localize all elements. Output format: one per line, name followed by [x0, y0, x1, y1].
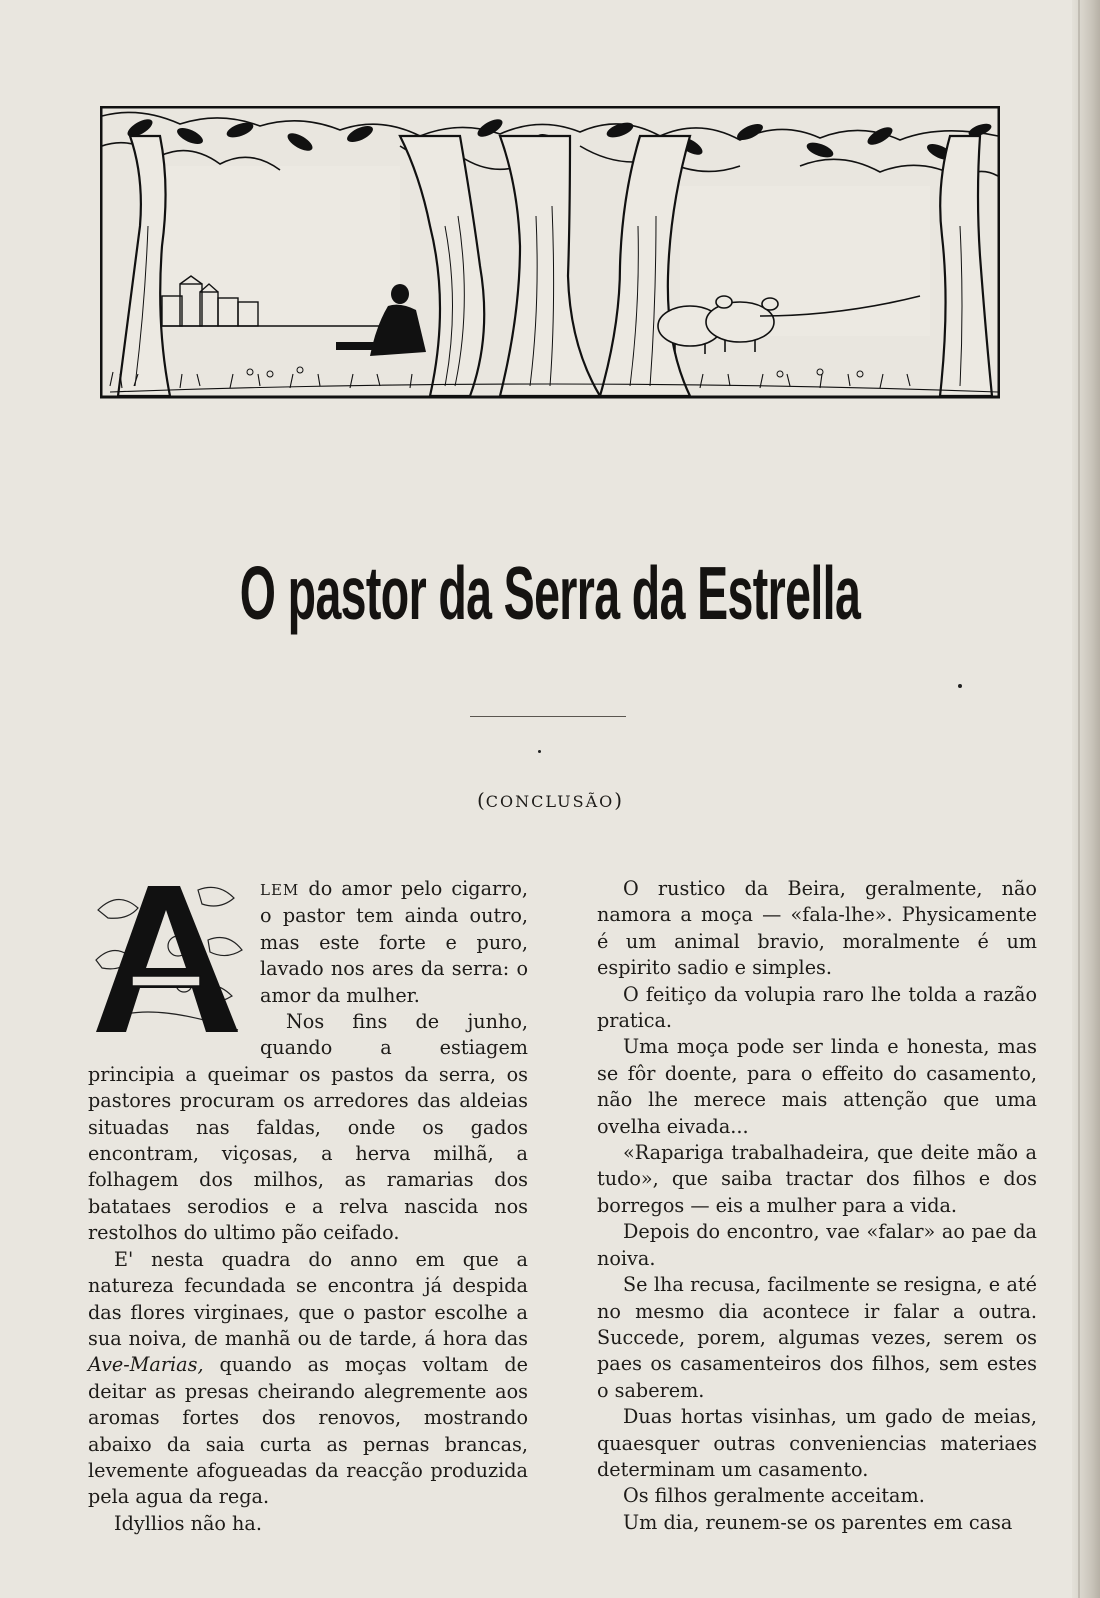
ink-speck: [538, 750, 541, 753]
left-paragraph-3-text: E' nesta quadra do anno em que a natureza fecundada se encontra já despida das flores virginaes, que o pastor escolhe a sua noiva, de manhã ou de tarde, á hora das: [88, 1247, 528, 1350]
article-title: O pastor da Serra da Estrella: [239, 551, 861, 635]
right-paragraph-6: Se lha recusa, facilmente se resigna, e até no mesmo dia acontece ir falar a outra. Succede, porem, algumas vezes, serem os paes os casamenteiros dos filhos, sem estes o saberem.: [597, 1273, 1037, 1402]
left-paragraph-1-text: do amor pelo cigarro, o pastor tem ainda outro, mas este forte e puro, lavado nos ares da serra: o amor da mulher.: [260, 877, 528, 1007]
right-paragraph-2: O feitiço da volupia raro lhe tolda a razão pratica.: [597, 982, 1037, 1033]
right-paragraph-4: «Rapariga trabalhadeira, que deite mão a tudo», que saiba tractar dos filhos e dos borregos — eis a mulher para a vida.: [597, 1141, 1037, 1217]
left-column: [88, 876, 528, 1537]
subtitle-open-paren: (: [476, 788, 486, 812]
right-paragraph-8: Os filhos geralmente acceitam.: [623, 1484, 925, 1508]
right-paragraph-9: Um dia, reunem-se os parentes em casa: [623, 1510, 1013, 1534]
right-paragraph-1: O rustico da Beira, geralmente, não namora a moça — «fala-lhe». Physicamente é um animal bravio, moralmente é um espirito sadio e simples.: [597, 877, 1037, 980]
subtitle-close-paren: ): [614, 788, 624, 812]
right-paragraph-3: Uma moça pode ser linda e honesta, mas se fôr doente, para o effeito do casamento, não lhe merece mais attenção que uma ovelha eivada...: [597, 1035, 1037, 1138]
right-column: [597, 876, 1037, 1536]
ink-speck: [958, 684, 962, 688]
subtitle-text: CONCLUSÃO: [485, 792, 615, 811]
left-paragraph-4: Idyllios não ha.: [114, 1511, 262, 1535]
left-paragraph-3-rest: quando as moças voltam de deitar as presas cheirando alegremente aos aromas fortes dos renovos, mostrando abaixo da saia curta as pernas brancas, levemente afogueadas da reacção produzida pela agua da rega.: [88, 1353, 528, 1509]
lead-caps: LEM: [260, 881, 300, 899]
left-paragraph-1: [88, 876, 528, 1009]
ave-marias-italic: Ave-Marias,: [88, 1353, 204, 1377]
left-paragraph-2: Nos fins de junho, quando a estiagem principia a queimar os pastos da serra, os pastores procuram os arredores das aldeias situadas nas faldas, onde os gados encontram, viçosas, a herva milhã, a folhagem dos milhos, as ramarias dos batataes serodios e a relva nascida nos restolhos do ultimo pão ceifado.: [88, 1010, 528, 1245]
left-paragraph-3: [88, 1247, 528, 1511]
article-subtitle: [0, 788, 1100, 812]
right-paragraph-7: Duas hortas visinhas, um gado de meias, quaesquer outras conveniencias materiaes determinam um casamento.: [597, 1405, 1037, 1481]
title-divider: [470, 716, 626, 717]
right-paragraph-5: Depois do encontro, vae «falar» ao pae da noiva.: [597, 1220, 1037, 1270]
dropcap-letter-a-ornament: [88, 880, 246, 1040]
woodcut-banner-illustration: [100, 106, 1000, 406]
